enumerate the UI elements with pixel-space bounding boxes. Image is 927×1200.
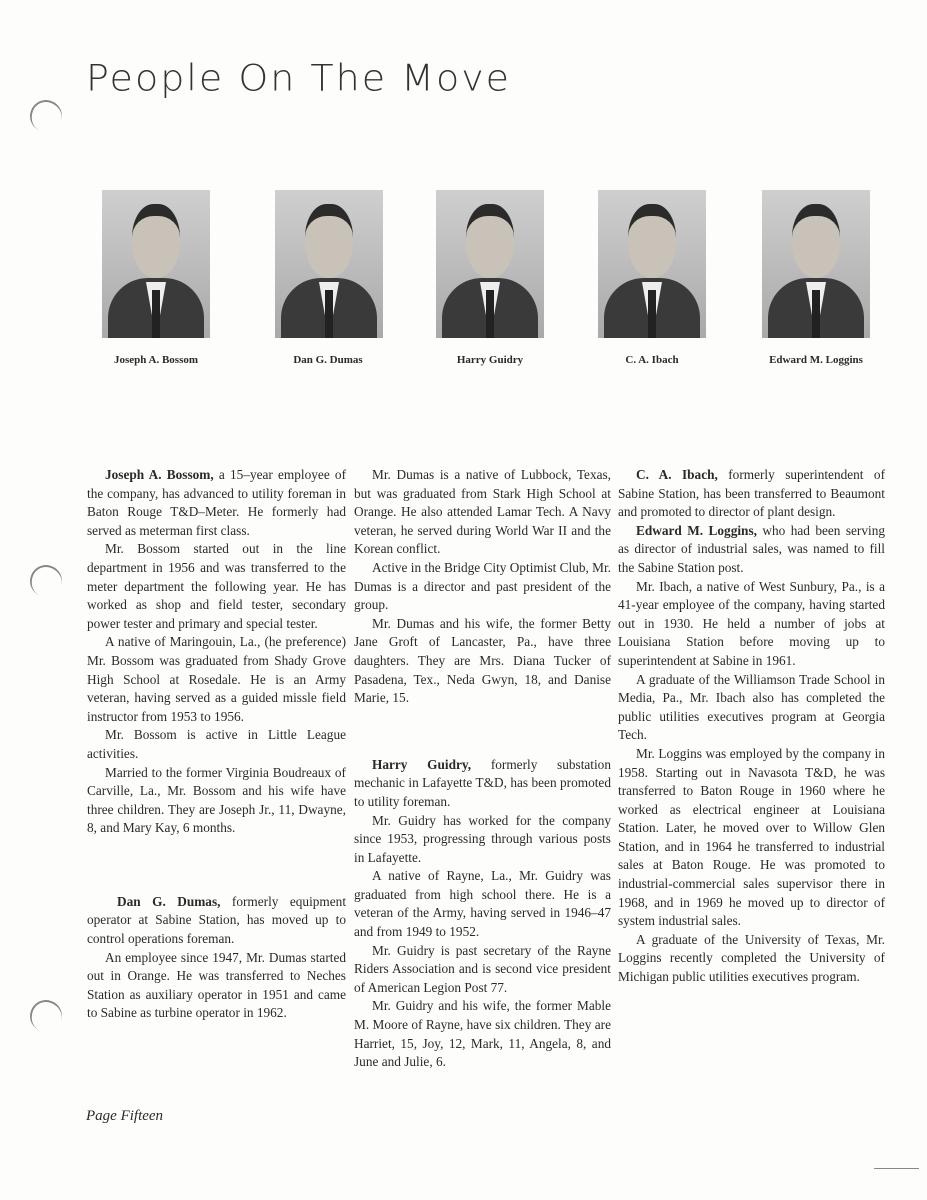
paragraph: Mr. Guidry is past secretary of the Rayne Riders Association and is second vice president of American Legion Post 77. bbox=[354, 942, 611, 995]
paragraph-text: formerly substation mechanic in Lafayette T&D, has been promoted to utility foreman. bbox=[354, 756, 611, 809]
page-number: Page Fifteen bbox=[86, 1108, 164, 1124]
photo-caption: C. A. Ibach bbox=[625, 354, 679, 366]
paragraph-text: formerly equipment operator at Sabine Station, has moved up to control operations foreman. bbox=[87, 893, 347, 947]
portrait-photo-ibach bbox=[598, 190, 706, 338]
paragraph bbox=[87, 466, 346, 540]
paragraph bbox=[87, 893, 346, 949]
person-name: C. A. Ibach, bbox=[636, 467, 718, 482]
paragraph bbox=[618, 522, 885, 578]
person-name: Joseph A. Bossom, bbox=[105, 467, 214, 482]
paragraph bbox=[354, 756, 611, 812]
divider bbox=[874, 1168, 919, 1169]
binder-hole bbox=[25, 95, 66, 136]
photo-caption: Edward M. Loggins bbox=[769, 354, 863, 366]
paragraph: A native of Maringouin, La., (he preference) Mr. Bossom was graduated from Shady Grove High School at Rosedale. He is an Army veteran, having served as a guided missle field instructor from 1953 to 1956. bbox=[87, 634, 346, 724]
photo-caption: Harry Guidry bbox=[456, 354, 524, 366]
portrait-photo-guidry bbox=[436, 190, 544, 338]
paragraph: A native of Rayne, La., Mr. Guidry was graduated from high school there. He is a veteran of the Army, having served in 1946–47 and from 1949 to 1952. bbox=[354, 868, 611, 940]
paragraph: Mr. Bossom is active in Little League activities. bbox=[87, 727, 346, 761]
paragraph: Mr. Guidry and his wife, the former Mable M. Moore of Rayne, have six children. They are Harriet, 15, Joy, 12, Mark, 11, Angela, 8, and June and Julie, 6. bbox=[354, 998, 611, 1070]
paragraph: A graduate of the University of Texas, Mr. Loggins recently completed the University of Michigan public utilities executives program. bbox=[618, 931, 885, 985]
portrait-photo-loggins bbox=[762, 190, 870, 338]
paragraph: An employee since 1947, Mr. Dumas started out in Orange. He was transferred to Neches Station as auxiliary operator in 1951 and came to Sabine as turbine operator in 1962. bbox=[87, 949, 346, 1021]
photo-caption: Dan G. Dumas bbox=[293, 354, 363, 366]
paragraph: Active in the Bridge City Optimist Club, Mr. Dumas is a director and past president of the group. bbox=[354, 559, 611, 613]
paragraph: Mr. Loggins was employed by the company in 1958. Starting out in Navasota T&D, he was transferred to Baton Rouge in 1960 where he worked as electrical engineer at Louisiana Station. Later, he moved over to Willow Glen Station, and in 1964 he transferred to industrial sales at Baton Rouge. He was promoted to industrial-commercial sales supervisor there in 1968, and in 1969 he moved up to director of system industrial sales. bbox=[618, 745, 885, 929]
binder-hole bbox=[25, 560, 66, 601]
paragraph-text: who had been serving as director of industrial sales, was named to fill the Sabine Station post. bbox=[618, 522, 885, 575]
paragraph: Mr. Dumas is a native of Lubbock, Texas, but was graduated from Stark High School at Orange. He also attended Lamar Tech. A Navy veteran, he served during World War II and the Korean conflict. bbox=[354, 467, 611, 557]
portrait-photo-dumas bbox=[275, 190, 383, 338]
paragraph: Mr. Bossom started out in the line department in 1956 and was transferred to the meter department the following year. He has worked as shop and field tester, secondary power tester and primary and special tester. bbox=[87, 541, 346, 631]
article-column-2 bbox=[354, 466, 611, 1072]
binder-hole bbox=[25, 995, 66, 1036]
paragraph: Mr. Ibach, a native of West Sunbury, Pa., is a 41-year employee of the company, having started out in 1930. He held a number of jobs at Louisiana Station before moving up to superintendent at Sabine in 1961. bbox=[618, 578, 885, 668]
article-column-1 bbox=[87, 466, 346, 1023]
article-column-3 bbox=[618, 466, 885, 987]
paragraph: A graduate of the Williamson Trade School in Media, Pa., Mr. Ibach also has completed the public utilities executives program at Georgia Tech. bbox=[618, 671, 885, 743]
person-name: Edward M. Loggins, bbox=[636, 522, 757, 538]
person-name: Harry Guidry, bbox=[372, 756, 472, 772]
paragraph: Married to the former Virginia Boudreaux of Carville, La., Mr. Bossom and his wife have three children. They are Joseph Jr., 11, Dwayne, 8, and Mary Kay, 6 months. bbox=[87, 764, 346, 836]
paragraph: Mr. Dumas and his wife, the former Betty Jane Groft of Lancaster, Pa., have three daughters. They are Mrs. Diana Tucker of Pasadena, Tex., Neda Gwyn, 18, and Danise Marie, 15. bbox=[354, 615, 611, 706]
photo-caption: Joseph A. Bossom bbox=[113, 354, 199, 366]
page-title: People On The Move bbox=[86, 57, 512, 99]
paragraph bbox=[618, 466, 885, 522]
paragraph-text: a 15–year employee of the company, has advanced to utility foreman in Baton Rouge T&D–Meter. He formerly had served as meterman first class. bbox=[87, 467, 346, 538]
paragraph-text: formerly superintendent of Sabine Station, has been transferred to Beaumont and promoted to director of plant design. bbox=[618, 467, 885, 520]
person-name: Dan G. Dumas, bbox=[117, 893, 221, 909]
portrait-photo-bossom bbox=[102, 190, 210, 338]
paragraph: Mr. Guidry has worked for the company since 1953, progressing through various posts in Lafayette. bbox=[354, 812, 611, 865]
